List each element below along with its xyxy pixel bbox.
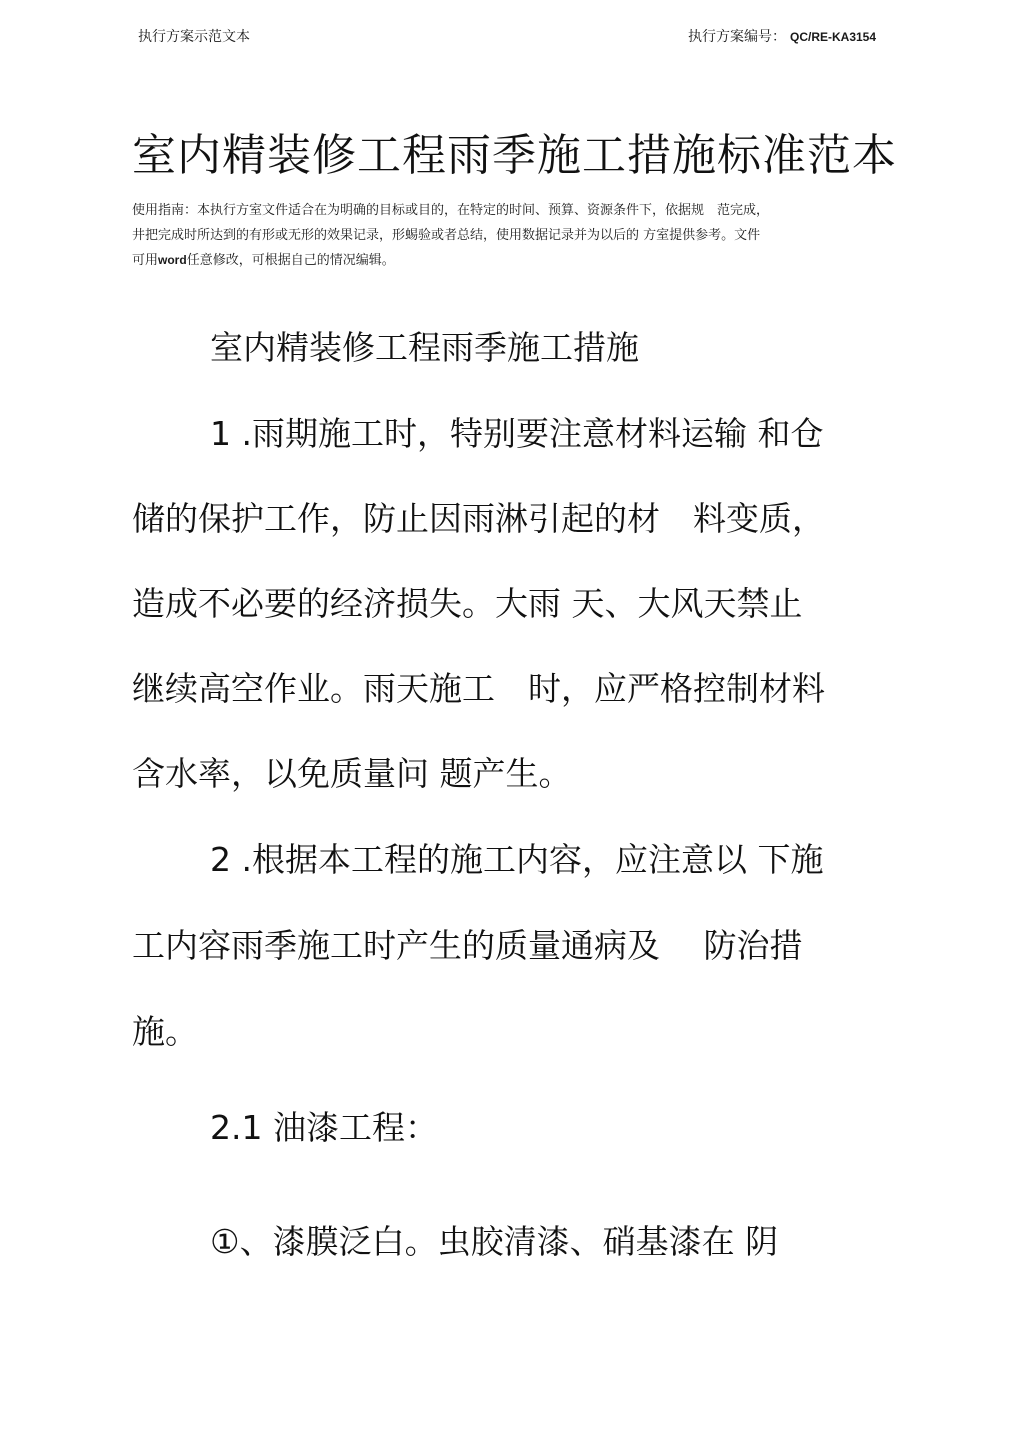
- para1-line: 造成不必要的经济损失。大雨 天、大风天禁止: [132, 584, 803, 623]
- para2-line: 施。: [132, 1012, 198, 1051]
- section-heading: 室内精装修工程雨季施工措施: [210, 328, 639, 367]
- header-right: [688, 28, 876, 46]
- guide-word-term: word: [158, 253, 187, 267]
- header-code-value: QC/RE-KA3154: [790, 30, 877, 44]
- subsection-heading: 2.1 油漆工程：: [210, 1108, 438, 1147]
- header-left-text: 执行方案示范文本: [138, 29, 250, 45]
- guide-text: 可用: [132, 253, 159, 268]
- para1-line: 继续高空作业。雨天施工 时，应严格控制材料: [132, 669, 825, 708]
- para2-line: 2 .根据本工程的施工内容，应注意以 下施: [210, 840, 824, 879]
- para1-line: 含水率，以免质量问 题产生。: [132, 754, 572, 793]
- guide-line: 井把完成时所达到的有形或无形的效果记录，形蜴验或者总结，使用数据记录并为以后的 方室提供参考。文件: [132, 228, 761, 243]
- header-code-label: 执行方案编号：: [688, 29, 786, 45]
- document-title: 室内精装修工程雨季施工措施标准范本: [132, 130, 897, 181]
- para1-line: 储的保护工作，防止因雨淋引起的材 料变质，: [132, 499, 825, 538]
- list-item: ①、漆膜泛白。虫胶清漆、硝基漆在 阴: [210, 1222, 779, 1261]
- para2-line: 工内容雨季施工时产生的质量通病及 防治措: [132, 926, 803, 965]
- usage-guide: [132, 198, 892, 273]
- guide-line: [132, 248, 892, 273]
- guide-text: 任意修改，可根据自己的情况编辑。: [186, 253, 395, 268]
- guide-line: 使用指南：本执行方室文件适合在为明确的目标或目的，在特定的时间、预算、资源条件下，依据规 范完成，: [132, 203, 770, 218]
- para1-line: 1 .雨期施工时，特别要注意材料运输 和仓: [210, 414, 824, 453]
